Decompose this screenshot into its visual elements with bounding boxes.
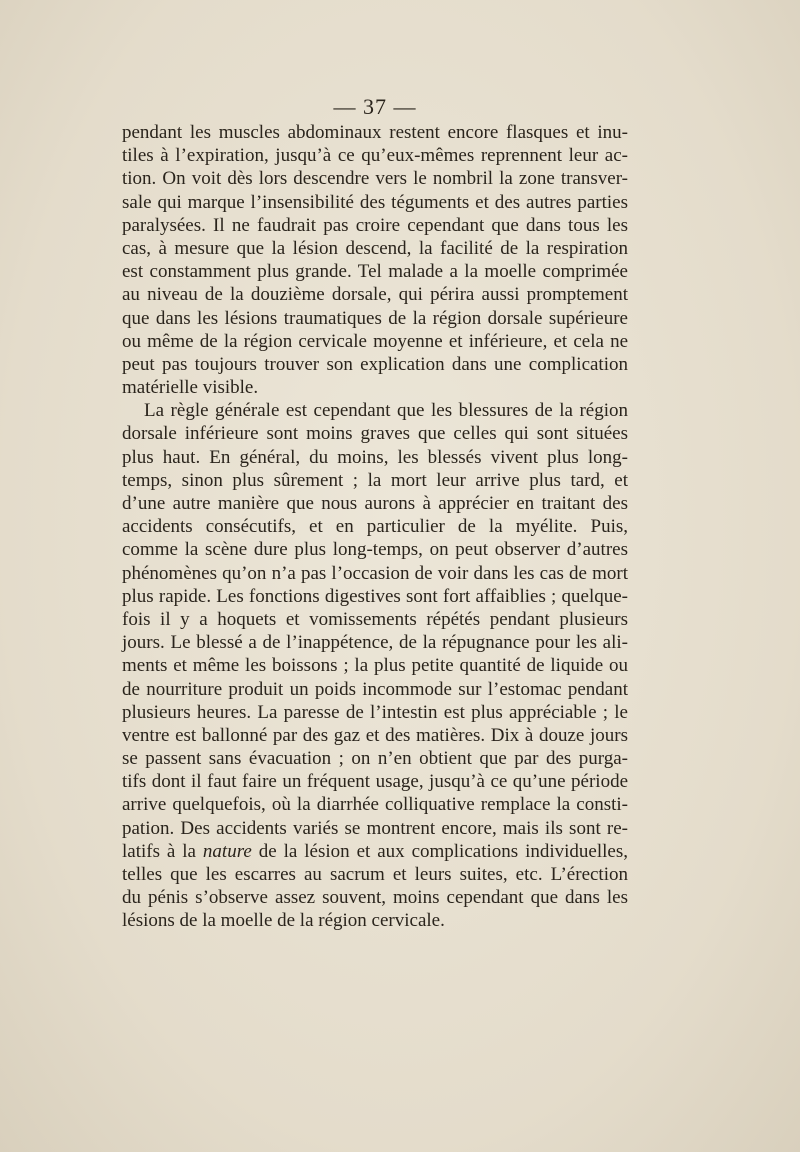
text-line: plus rapide. Les fonctions digestives sont fort affaiblies ; quelque- (122, 585, 628, 607)
text-line: de nourriture produit un poids incommode sur l’estomac pendant (122, 678, 628, 700)
text-line: dorsale inférieure sont moins graves que celles qui sont situées (122, 423, 628, 445)
page-number: — 37 — (333, 94, 417, 119)
text-line: plus haut. En général, du moins, les blessés vivent plus long- (122, 446, 628, 468)
text-line (122, 840, 628, 863)
text-fragment: latifs à la (122, 840, 203, 862)
text-line: ou même de la région cervicale moyenne et inférieure, et cela ne (122, 330, 628, 352)
text-fragment: de la lésion et aux complications individuelles, (251, 840, 628, 862)
text-line: cas, à mesure que la lésion descend, la facilité de la respiration (122, 237, 628, 259)
text-line: pendant les muscles abdominaux restent encore flasques et inu- (122, 122, 628, 143)
text-line: ments et même les boissons ; la plus petite quantité de liquide ou (122, 655, 628, 677)
text-line: peut pas toujours trouver son explication dans une complication (122, 353, 628, 375)
text-line: arrive quelquefois, où la diarrhée colliquative remplace la consti- (122, 794, 628, 816)
text-line: tion. On voit dès lors descendre vers le nombril la zone transver- (122, 168, 628, 190)
text-line: au niveau de la douzième dorsale, qui périra aussi promptement (122, 284, 628, 306)
text-line: telles que les escarres au sacrum et leurs suites, etc. L’érection (122, 864, 628, 885)
italic-word: nature (202, 840, 252, 862)
text-line: La règle générale est cependant que les blessures de la région (144, 400, 628, 422)
text-line: que dans les lésions traumatiques de la région dorsale supérieure (122, 307, 628, 329)
text-line: est constamment plus grande. Tel malade a la moelle comprimée (122, 261, 628, 283)
text-line: plusieurs heures. La paresse de l’intestin est plus appréciable ; le (122, 701, 628, 723)
text-line: du pénis s’observe assez souvent, moins cependant que dans les (122, 887, 628, 909)
text-line: tifs dont il faut faire un fréquent usage, jusqu’à ce qu’une période (122, 771, 628, 793)
text-line: comme la scène dure plus long-temps, on peut observer d’autres (122, 539, 628, 561)
text-line: phénomènes qu’on n’a pas l’occasion de voir dans les cas de mort (122, 562, 628, 584)
body-text (122, 121, 628, 933)
text-line: jours. Le blessé a de l’inappétence, de la répugnance pour les ali- (122, 632, 628, 654)
text-line: paralysées. Il ne faudrait pas croire cependant que dans tous les (122, 214, 628, 236)
text-line: fois il y a hoquets et vomissements répétés pendant plusieurs (122, 608, 628, 630)
text-line: se passent sans évacuation ; on n’en obtient que par des purga- (122, 748, 628, 770)
text-line: d’une autre manière que nous aurons à apprécier en traitant des (122, 493, 628, 514)
text-line: matérielle visible. (122, 377, 259, 399)
text-line: lésions de la moelle de la région cervicale. (122, 910, 445, 932)
text-line: tiles à l’expiration, jusqu’à ce qu’eux-mêmes reprennent leur ac- (122, 145, 628, 167)
text-line: sale qui marque l’insensibilité des téguments et des autres parties (122, 191, 628, 213)
text-line: pation. Des accidents variés se montrent encore, mais ils sont re- (122, 817, 628, 839)
text-line: accidents consécutifs, et en particulier de la myélite. Puis, (122, 516, 628, 538)
text-line: temps, sinon plus sûrement ; la mort leur arrive plus tard, et (122, 469, 628, 491)
text-line: ventre est ballonné par des gaz et des matières. Dix à douze jours (122, 724, 628, 746)
